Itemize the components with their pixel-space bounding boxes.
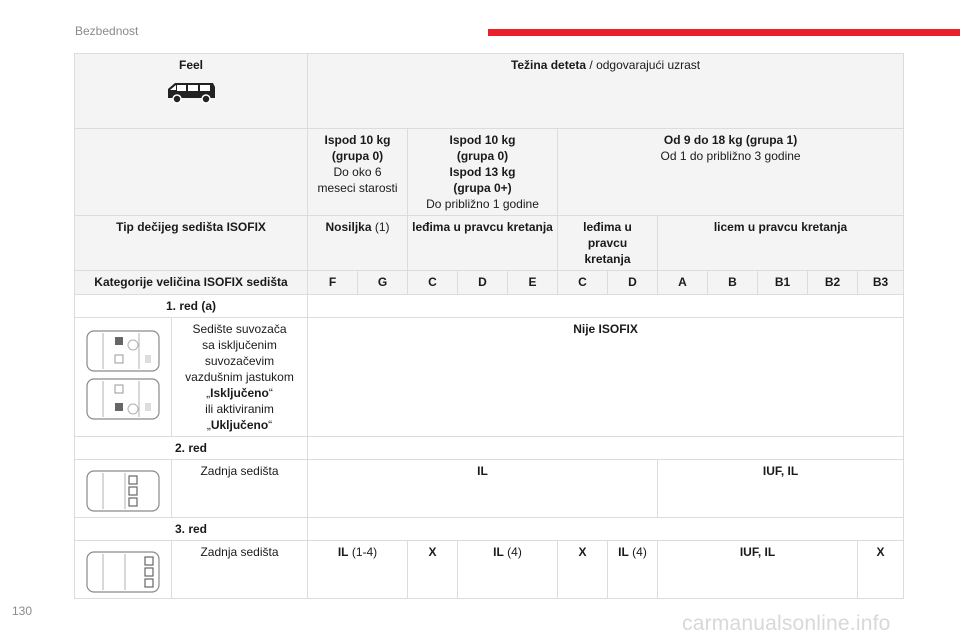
- row-3-diagram-cell: [75, 541, 172, 599]
- row-3-value: X: [858, 541, 904, 599]
- row-3-content: [75, 541, 904, 599]
- rear-facing-cell-2: leđima u pravcu kretanja: [558, 216, 658, 271]
- section-title: Bezbednost: [75, 24, 139, 38]
- size-class-label: Kategorije veličina ISOFIX sedišta: [75, 271, 308, 295]
- watermark: carmanualsonline.info: [682, 612, 891, 635]
- empty-cell: [308, 437, 904, 460]
- size-class: B1: [758, 271, 808, 295]
- vehicle-cell: [75, 54, 308, 129]
- empty-cell: [75, 129, 308, 216]
- size-class: B2: [808, 271, 858, 295]
- vehicle-name: Feel: [178, 58, 203, 72]
- second-row-seat-diagram-icon: [81, 469, 165, 513]
- van-side-icon: [165, 79, 217, 105]
- group-0-carrier-cell: Ispod 10 kg (grupa 0) Do oko 6 meseci starosti: [308, 129, 408, 216]
- empty-cell: [308, 518, 904, 541]
- weight-subtitle: / odgovarajući uzrast: [586, 58, 701, 72]
- weight-groups-row: [75, 129, 904, 216]
- size-class: B: [708, 271, 758, 295]
- size-class: E: [508, 271, 558, 295]
- front-passenger-seat-cell: Sedište suvozača sa isključenim suvozačevim vazdušnim jastukom „Isključeno“ ili aktiviranim „Uključeno“: [172, 318, 308, 437]
- weight-header-cell: [308, 54, 904, 129]
- row-2-title: 2. red: [75, 437, 308, 460]
- front-passenger-seat-diagram-icon: [81, 327, 165, 423]
- row-2-value-b: IUF, IL: [658, 460, 904, 518]
- row-1-diagram-cell: [75, 318, 172, 437]
- size-class: D: [458, 271, 508, 295]
- isofix-table: [74, 53, 904, 599]
- size-class: D: [608, 271, 658, 295]
- weight-title: Težina deteta: [510, 58, 587, 72]
- row-3-value: IL (1-4): [308, 541, 408, 599]
- row-3-value: X: [558, 541, 608, 599]
- row-3-title: 3. red: [75, 518, 308, 541]
- size-class: C: [408, 271, 458, 295]
- row-2-diagram-cell: [75, 460, 172, 518]
- row-2-title-row: [75, 437, 904, 460]
- not-isofix-cell: Nije ISOFIX: [308, 318, 904, 437]
- size-class: B3: [858, 271, 904, 295]
- rear-facing-cell: leđima u pravcu kretanja: [408, 216, 558, 271]
- size-class-row: [75, 271, 904, 295]
- forward-facing-cell: licem u pravcu kretanja: [658, 216, 904, 271]
- row-1-content: [75, 318, 904, 437]
- row-3-value: IL (4): [458, 541, 558, 599]
- row-2-content: [75, 460, 904, 518]
- size-class: F: [308, 271, 358, 295]
- row-3-value: X: [408, 541, 458, 599]
- row-2-value-a: IL: [308, 460, 658, 518]
- row-1-title-row: [75, 295, 904, 318]
- row-3-value: IL (4): [608, 541, 658, 599]
- size-class: G: [358, 271, 408, 295]
- seat-type-row: [75, 216, 904, 271]
- row-3-seat-cell: Zadnja sedišta: [172, 541, 308, 599]
- row-1-title: 1. red (a): [75, 295, 308, 318]
- group-1-cell: Od 9 do 18 kg (grupa 1) Od 1 do približno 3 godine: [558, 129, 904, 216]
- row-2-seat-cell: Zadnja sedišta: [172, 460, 308, 518]
- size-class: A: [658, 271, 708, 295]
- carrier-cell: Nosiljka (1): [308, 216, 408, 271]
- table-header-row: [75, 54, 904, 129]
- page-number: 130: [12, 604, 33, 618]
- seat-type-label: Tip dečijeg sedišta ISOFIX: [75, 216, 308, 271]
- group-0-plus-cell: Ispod 10 kg (grupa 0) Ispod 13 kg (grupa 0+) Do približno 1 godine: [408, 129, 558, 216]
- size-class: C: [558, 271, 608, 295]
- third-row-seat-diagram-icon: [81, 550, 165, 594]
- row-3-title-row: [75, 518, 904, 541]
- header-accent-bar: [488, 29, 960, 36]
- empty-cell: [308, 295, 904, 318]
- row-3-value: IUF, IL: [658, 541, 858, 599]
